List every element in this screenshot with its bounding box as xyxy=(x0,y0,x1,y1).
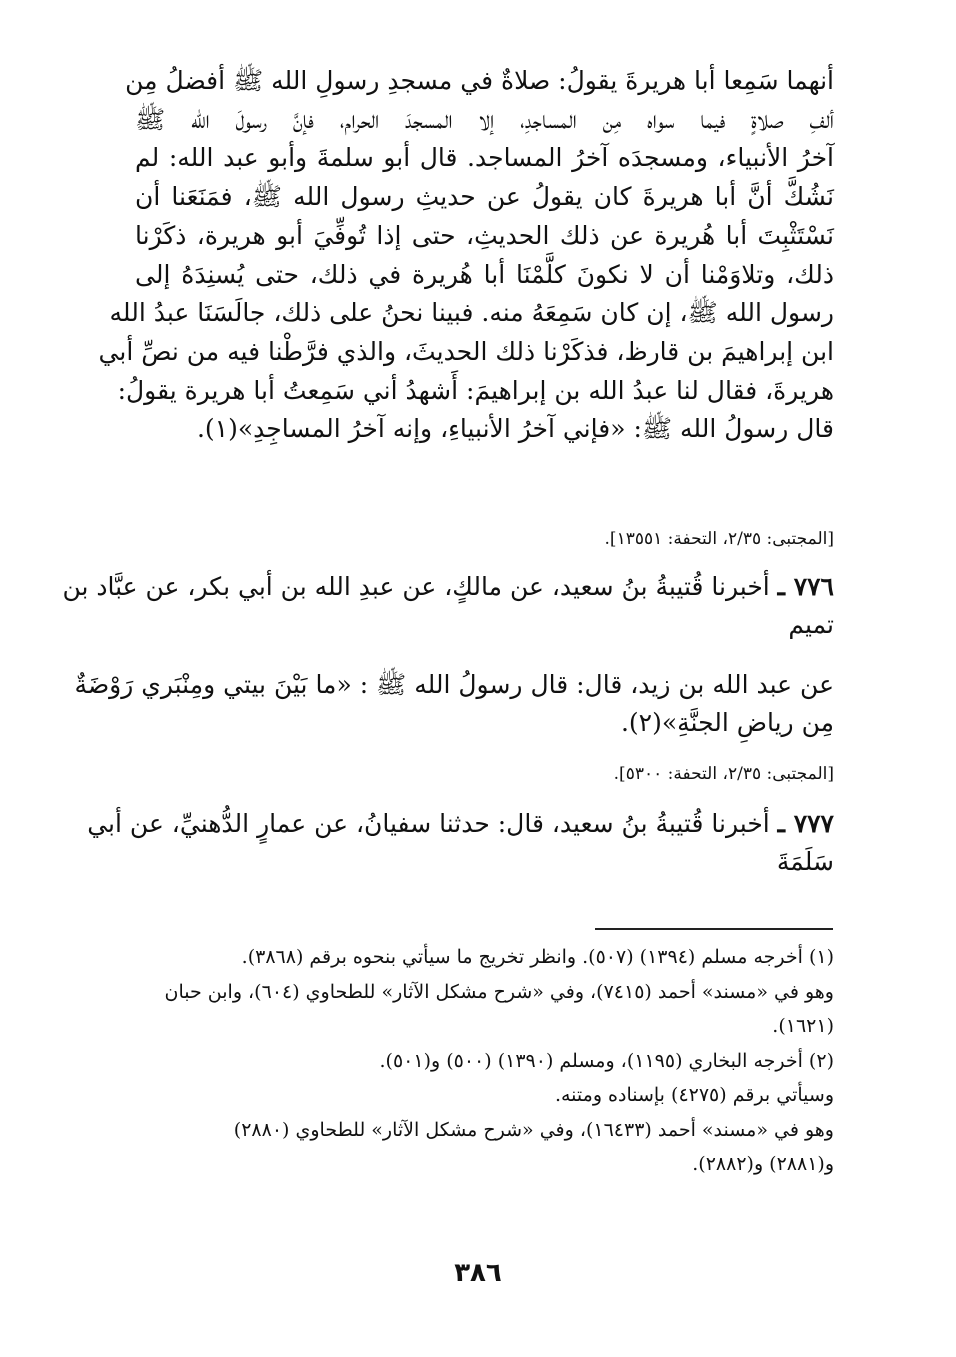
footnote-line: وهو في «مسند» أحمد (١٦٤٣٣)، وفي «شرح مشكل الآثار» للطحاوي (٢٨٨٠) xyxy=(233,1118,834,1141)
page-number: ٣٨٦ xyxy=(454,1258,502,1288)
text-line: هريرةَ، فقال لنا عبدُ الله بن إبراهيمَ: أَشهدُ أني سَمِعتُ أبا هريرة يقولُ: xyxy=(117,375,834,405)
footnote-line: (٢) أخرجه البخاري (١١٩٥)، ومسلم (١٣٩٠) (٥٠٠) و(٥٠١). xyxy=(379,1049,834,1072)
footnote-line: وهو في «مسند» أحمد (٧٤١٥)، وفي «شرح مشكل الآثار» للطحاوي (٦٠٤)، وابن حبان xyxy=(164,980,834,1003)
text-line: ابن إبراهيمَ بن قارظ، فذكَرْنا ذلك الحديثَ، والذي فرَّطْنا فيه من نصِّ أبي xyxy=(98,336,834,366)
chain-line xyxy=(87,805,834,843)
source-reference: [المجتبى: ٢/٣٥، التحفة: ١٣٥٥١]. xyxy=(604,529,834,549)
text-line: نَشُكَّ أنَّ أبا هريرةَ كان يقولُ عن حديثِ رسول الله ﷺ، فمَنَعَنا أن xyxy=(135,182,834,212)
footnote-line: (١٦٢١). xyxy=(772,1015,834,1037)
source-reference: [المجتبى: ٢/٣٥، التحفة: ٥٣٠٠]. xyxy=(613,764,834,784)
text-line: ألفِ صلاةٍ فيما سواه مِن المساجدِ، إلا المسجدَ الحرام، فإنَّ رسولَ الله ﷺ xyxy=(135,104,834,134)
text-line: رسول الله ﷺ، إن كان سَمِعَهُ منه. فبينا نحنُ على ذلك، جالَسَنَا عبدُ الله xyxy=(109,298,834,328)
chain-text: أخبرنا قُتيبةُ بنُ سعيد، قال: حدثنا سفيانُ، عن عمارٍ الدُّهنيِّ، عن أبي xyxy=(87,809,770,838)
footnote-separator xyxy=(595,928,833,930)
chain-line: تميم xyxy=(788,610,834,639)
text-line: ذلك، وتلاوَمْنا أن لا نكونَ كلَّمْنَا أبا هُريرة في ذلك، حتى يُسنِدَهُ إلى xyxy=(135,259,834,289)
footnote-line: وسيأتي برقم (٤٢٧٥) بإسناده ومتنه. xyxy=(554,1084,834,1106)
chain-line: سَلَمَةَ xyxy=(776,847,834,876)
hadith-776 xyxy=(62,568,834,742)
main-paragraph xyxy=(98,62,834,449)
hadith-number: ٧٧٧ ـ xyxy=(777,809,834,838)
hadith-number: ٧٧٦ ـ xyxy=(777,572,834,601)
footnote-line: و(٢٨٨١) و(٢٨٨٢). xyxy=(692,1153,834,1175)
text-line: آخرُ الأنبياء، ومسجدَه آخرُ المساجد. قال أبو سلمةَ وأبو عبد الله: لم xyxy=(135,143,834,173)
text-line: نَسْتَثْبِتَ أبا هُريرة عن ذلك الحديثِ، حتى إذا تُوفِّيَ أبو هريرة، ذكَرْنا xyxy=(135,220,834,250)
hadith-text-line: عن عبد الله بن زيد، قال: قال رسولُ الله ﷺ : «ما بَيْنَ بيتي ومِنْبَري رَوْضَةٌ xyxy=(74,670,834,699)
footnotes xyxy=(135,940,834,1182)
footnote-line: (١) أخرجه مسلم (١٣٩٤) (٥٠٧). وانظر تخريج ما سيأتي بنحوه برقم (٣٨٦٨). xyxy=(241,946,834,968)
text-line: قال رسولُ الله ﷺ: «فإني آخرُ الأنبياءِ، وإنه آخرُ المساجِدِ»(١). xyxy=(196,414,834,444)
chain-line xyxy=(62,568,834,606)
chain-text: أخبرنا قُتيبةُ بنُ سعيد، عن مالكٍ، عن عبدِ الله بن أبي بكر، عن عبَّاد بن xyxy=(62,572,770,601)
hadith-777 xyxy=(87,805,834,881)
text-line: أنهما سَمِعا أبا هريرةَ يقولُ: صلاةٌ في مسجدِ رسولِ الله ﷺ أفضلُ مِن xyxy=(125,66,834,95)
hadith-text-line: مِن رياضِ الجنَّةِ»(٢). xyxy=(620,708,834,737)
